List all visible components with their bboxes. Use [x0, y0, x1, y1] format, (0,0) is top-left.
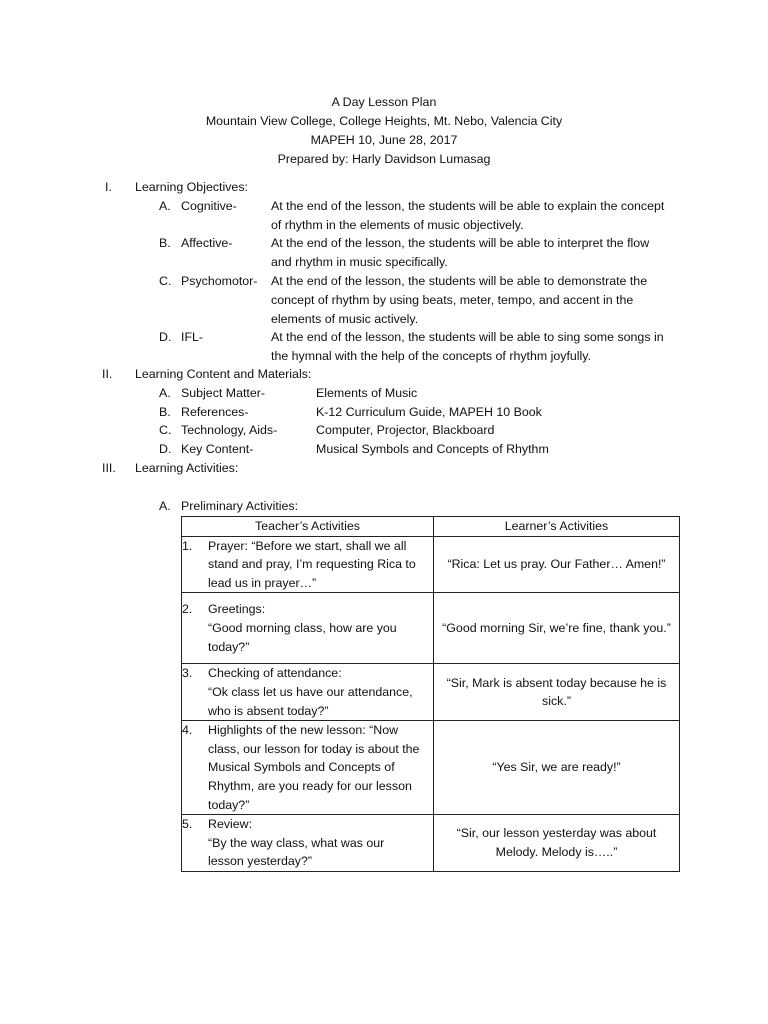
- content-label: Technology, Aids-: [181, 423, 278, 437]
- teacher-text-line: Greetings:: [208, 602, 266, 617]
- teacher-text-line: today?”: [208, 639, 250, 654]
- section-number: I.: [105, 180, 112, 194]
- content-value: Musical Symbols and Concepts of Rhythm: [316, 442, 549, 456]
- row-number: 5.: [182, 817, 193, 832]
- school-line: Mountain View College, College Heights, Mt. Nebo, Valencia City: [205, 114, 563, 128]
- teacher-text-line: Highlights of the new lesson: “Now: [208, 723, 399, 738]
- row-number: 4.: [182, 723, 193, 738]
- section-title: Learning Activities:: [135, 461, 239, 475]
- content-letter: D.: [159, 442, 172, 456]
- teacher-cell: [182, 664, 434, 721]
- learner-column-header: Learner’s Activities: [434, 517, 680, 537]
- row-number: 2.: [182, 602, 193, 617]
- row-number: 1.: [182, 538, 193, 553]
- teacher-cell: [182, 536, 434, 593]
- teacher-text-line: Musical Symbols and Concepts of: [208, 760, 395, 775]
- section-title: Learning Content and Materials:: [135, 367, 312, 381]
- objective-text-line: and rhythm in music specifically.: [271, 255, 448, 269]
- objective-text-line: concept of rhythm by using beats, meter, tempo, and accent in the: [271, 293, 634, 307]
- teacher-text-line: “By the way class, what was our: [208, 835, 385, 850]
- row-number: 3.: [182, 666, 193, 681]
- prepared-by-line: Prepared by: Harly Davidson Lumasag: [277, 152, 491, 166]
- teacher-text-line: who is absent today?”: [208, 703, 329, 718]
- teacher-text-line: stand and pray, I’m requesting Rica to: [208, 557, 416, 572]
- objective-text-line: elements of music actively.: [271, 312, 419, 326]
- activities-table: [181, 516, 680, 872]
- teacher-text-line: “Ok class let us have our attendance,: [208, 684, 413, 699]
- objective-text-line: At the end of the lesson, the students will be able to explain the concept: [271, 199, 665, 213]
- content-value: K-12 Curriculum Guide, MAPEH 10 Book: [316, 405, 542, 419]
- objective-letter: B.: [159, 236, 171, 250]
- learner-cell: “Good morning Sir, we’re fine, thank you.”: [434, 593, 680, 664]
- objective-label: Psychomotor-: [181, 274, 258, 288]
- learner-cell: “Rica: Let us pray. Our Father… Amen!”: [434, 536, 680, 593]
- content-letter: A.: [159, 386, 171, 400]
- objective-text-line: At the end of the lesson, the students will be able to interpret the flow: [271, 236, 650, 250]
- objective-text-line: At the end of the lesson, the students will be able to demonstrate the: [271, 274, 648, 288]
- table-header-row: [182, 517, 680, 537]
- subsection-letter: A.: [159, 499, 171, 513]
- teacher-text-line: Prayer: “Before we start, shall we all: [208, 538, 407, 553]
- teacher-text-line: Checking of attendance:: [208, 666, 342, 681]
- content-label: Subject Matter-: [181, 386, 266, 400]
- content-label: Key Content-: [181, 442, 254, 456]
- teacher-text-line: Rhythm, are you ready for our lesson: [208, 778, 412, 793]
- table-row: [182, 815, 680, 872]
- objective-label: Affective-: [181, 236, 233, 250]
- objective-letter: A.: [159, 199, 171, 213]
- table-row: [182, 593, 680, 664]
- learner-cell: “Sir, Mark is absent today because he is sick.”: [434, 664, 680, 721]
- section-number: II.: [102, 367, 113, 381]
- learner-cell: “Yes Sir, we are ready!”: [434, 721, 680, 815]
- table-row: [182, 536, 680, 593]
- table-row: [182, 721, 680, 815]
- objective-text-line: the hymnal with the help of the concepts of rhythm joyfully.: [271, 349, 592, 363]
- subject-date-line: MAPEH 10, June 28, 2017: [310, 133, 458, 147]
- teacher-cell: [182, 593, 434, 664]
- objective-letter: D.: [159, 330, 172, 344]
- content-value: Computer, Projector, Blackboard: [316, 423, 495, 437]
- content-value: Elements of Music: [316, 386, 418, 400]
- teacher-text-line: lesson yesterday?”: [208, 854, 312, 869]
- content-letter: C.: [159, 423, 172, 437]
- objective-text-line: of rhythm in the elements of music objectively.: [271, 218, 524, 232]
- teacher-column-header: Teacher’s Activities: [182, 517, 434, 537]
- teacher-text-line: lead us in prayer…”: [208, 575, 317, 590]
- objective-letter: C.: [159, 274, 172, 288]
- table-row: [182, 664, 680, 721]
- teacher-cell: [182, 815, 434, 872]
- learner-cell: “Sir, our lesson yesterday was about Melody. Melody is…..”: [434, 815, 680, 872]
- subsection-title: Preliminary Activities:: [181, 499, 299, 513]
- teacher-text-line: today?”: [208, 797, 250, 812]
- objective-label: Cognitive-: [181, 199, 237, 213]
- teacher-text-line: “Good morning class, how are you: [208, 621, 397, 636]
- content-letter: B.: [159, 405, 171, 419]
- teacher-cell: [182, 721, 434, 815]
- section-title: Learning Objectives:: [135, 180, 248, 194]
- objective-text-line: At the end of the lesson, the students will be able to sing some songs in: [271, 330, 664, 344]
- teacher-text-line: class, our lesson for today is about the: [208, 741, 420, 756]
- objective-label: IFL-: [181, 330, 204, 344]
- content-label: References-: [181, 405, 249, 419]
- teacher-text-line: Review:: [208, 817, 253, 832]
- document-title: A Day Lesson Plan: [331, 95, 437, 109]
- section-number: III.: [102, 461, 116, 475]
